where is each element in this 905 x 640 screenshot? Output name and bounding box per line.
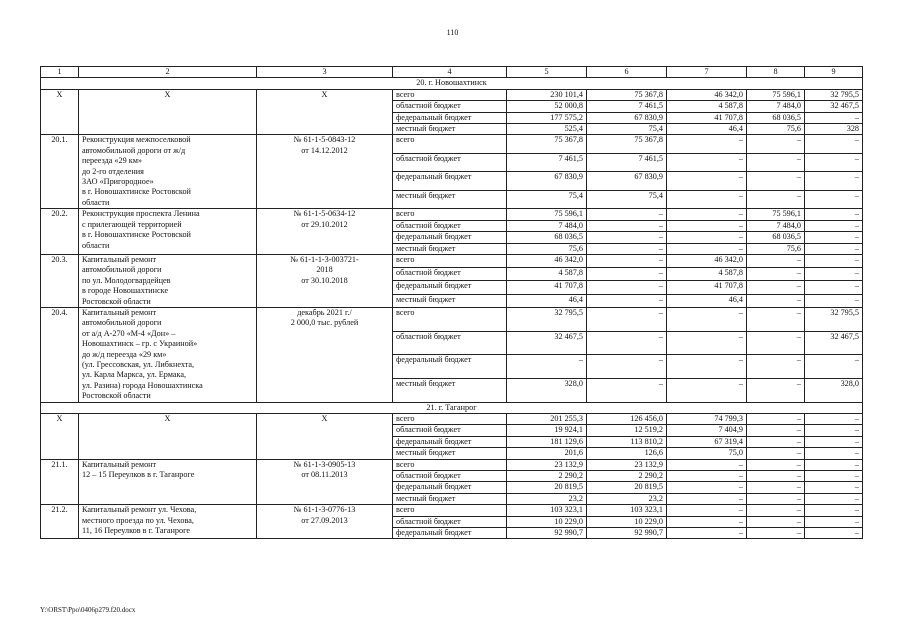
table-row [41, 209, 863, 220]
amount-cell: – [667, 220, 747, 231]
amount-cell: 2 290,2 [587, 471, 667, 482]
amount-cell: – [667, 190, 747, 208]
row-number: 20.2. [41, 209, 79, 255]
funding-source: всего [393, 135, 507, 153]
document-ref [257, 505, 393, 539]
column-header: 2 [79, 67, 257, 78]
section-title: 21. г. Таганрог [41, 402, 863, 413]
amount-cell: 75,4 [587, 124, 667, 135]
amount-cell: – [747, 425, 805, 436]
object-name [79, 459, 257, 505]
amount-cell: – [587, 254, 667, 267]
table-row [41, 135, 863, 153]
object-name-line: автомобильной дороги [82, 318, 162, 328]
amount-cell: – [747, 436, 805, 447]
amount-cell: 10 229,0 [507, 516, 587, 527]
amount-cell: – [747, 378, 805, 402]
object-name-line: по ул. Молодогвардейцев [82, 275, 171, 285]
amount-cell: 75,6 [747, 124, 805, 135]
amount-cell: 67 830,9 [587, 172, 667, 190]
amount-cell: – [747, 294, 805, 307]
amount-cell: 32 467,5 [507, 331, 587, 355]
amount-cell: 68 036,5 [747, 232, 805, 243]
object-name [79, 307, 257, 402]
funding-source: областной бюджет [393, 331, 507, 355]
amount-cell: – [747, 482, 805, 493]
amount-cell: 75,4 [507, 190, 587, 208]
amount-cell: – [667, 459, 747, 470]
row-number: 20.3. [41, 254, 79, 307]
amount-cell: – [667, 172, 747, 190]
object-name-line: Новошахтинск – гр. с Украиной» [82, 339, 198, 349]
amount-cell: 12 519,2 [587, 425, 667, 436]
funding-source: областной бюджет [393, 220, 507, 231]
table-body [41, 67, 863, 539]
document-ref-line: 2018 [316, 265, 333, 275]
amount-cell: 328,0 [805, 378, 863, 402]
object-name-line: до ж/д переезда «29 км» [82, 349, 167, 359]
document-ref-line: от 30.10.2018 [301, 275, 348, 285]
amount-cell: – [667, 355, 747, 379]
object-name-line: 12 – 15 Переулков в г. Таганроге [82, 470, 195, 480]
row-number: 21.1. [41, 459, 79, 505]
amount-cell: – [747, 528, 805, 539]
funding-source: местный бюджет [393, 493, 507, 504]
funding-source: областной бюджет [393, 153, 507, 171]
section-title: 20. г. Новошахтинск [41, 78, 863, 89]
funding-source: федеральный бюджет [393, 281, 507, 294]
amount-cell: 4 587,8 [667, 101, 747, 112]
document-ref-line: от 14.12.2012 [301, 145, 348, 155]
object-name [79, 254, 257, 307]
funding-source: федеральный бюджет [393, 112, 507, 123]
document-ref-line: Х [321, 414, 328, 423]
amount-cell: – [805, 112, 863, 123]
object-name [79, 89, 257, 135]
object-name-line: автомобильной дороги от ж/д [82, 145, 186, 155]
amount-cell: – [805, 436, 863, 447]
table-row [41, 505, 863, 516]
amount-cell: – [667, 153, 747, 171]
header-row [41, 67, 863, 78]
funding-source: местный бюджет [393, 378, 507, 402]
amount-cell: 23,2 [507, 493, 587, 504]
funding-source: всего [393, 254, 507, 267]
amount-cell: 20 819,5 [507, 482, 587, 493]
amount-cell: 10 229,0 [587, 516, 667, 527]
amount-cell: 23,2 [587, 493, 667, 504]
amount-cell: 75,4 [587, 190, 667, 208]
amount-cell: 7 484,0 [747, 101, 805, 112]
amount-cell: – [805, 459, 863, 470]
object-name-line: автомобильной дороги [82, 265, 162, 275]
amount-cell: – [667, 516, 747, 527]
object-name-line: в г. Новошахтинске Ростовской [82, 230, 191, 240]
document-ref [257, 307, 393, 402]
funding-source: федеральный бюджет [393, 232, 507, 243]
amount-cell: – [805, 243, 863, 254]
amount-cell: 75 367,8 [507, 135, 587, 153]
object-name-line: Х [164, 89, 171, 99]
amount-cell: 75,6 [507, 243, 587, 254]
amount-cell: 46 342,0 [507, 254, 587, 267]
amount-cell: – [747, 471, 805, 482]
amount-cell: 4 587,8 [667, 268, 747, 281]
amount-cell: 7 484,0 [507, 220, 587, 231]
funding-source: всего [393, 414, 507, 425]
amount-cell: 113 810,2 [587, 436, 667, 447]
amount-cell: – [805, 493, 863, 504]
document-ref-line: от 29.10.2012 [301, 219, 348, 229]
amount-cell: 75,0 [667, 448, 747, 459]
amount-cell: 46 342,0 [667, 254, 747, 267]
amount-cell: 41 707,8 [507, 281, 587, 294]
amount-cell: 68 036,5 [507, 232, 587, 243]
object-name-line: ул. Разина) города Новошахтинска [82, 380, 203, 390]
funding-source: федеральный бюджет [393, 436, 507, 447]
amount-cell: 201 255,3 [507, 414, 587, 425]
amount-cell: 32 795,5 [805, 307, 863, 331]
amount-cell: – [667, 493, 747, 504]
amount-cell: – [805, 172, 863, 190]
budget-table [40, 66, 863, 539]
amount-cell: – [587, 209, 667, 220]
funding-source: всего [393, 209, 507, 220]
object-name-line: 11, 16 Переулков в г. Таганроге [82, 526, 190, 536]
amount-cell: 7 404,9 [667, 425, 747, 436]
row-number: 20.4. [41, 307, 79, 402]
amount-cell: 201,6 [507, 448, 587, 459]
column-header: 4 [393, 67, 507, 78]
document-ref-line: от 08.11.2013 [301, 470, 348, 480]
amount-cell: 7 461,5 [587, 101, 667, 112]
amount-cell: – [747, 268, 805, 281]
amount-cell: 46,4 [667, 294, 747, 307]
amount-cell: – [747, 331, 805, 355]
amount-cell: 41 707,8 [667, 281, 747, 294]
funding-source: местный бюджет [393, 190, 507, 208]
amount-cell: 177 575,2 [507, 112, 587, 123]
amount-cell: 41 707,8 [667, 112, 747, 123]
document-ref [257, 254, 393, 307]
amount-cell: 32 795,5 [805, 89, 863, 100]
object-name-line: переезда «29 км» [82, 156, 142, 166]
amount-cell: – [667, 471, 747, 482]
amount-cell: – [667, 378, 747, 402]
row-number: Х [41, 89, 79, 135]
object-name-line: области [82, 197, 110, 207]
document-ref-line: № 61-1-1-3-003721- [290, 254, 359, 264]
column-header: 7 [667, 67, 747, 78]
object-name [79, 414, 257, 460]
amount-cell: 46,4 [507, 294, 587, 307]
amount-cell: 75 596,1 [747, 89, 805, 100]
page-number: 110 [446, 28, 459, 37]
funding-source: всего [393, 89, 507, 100]
amount-cell: – [805, 209, 863, 220]
amount-cell: – [667, 135, 747, 153]
amount-cell: – [587, 232, 667, 243]
amount-cell: 328 [805, 124, 863, 135]
amount-cell: – [747, 307, 805, 331]
amount-cell: 92 990,7 [587, 528, 667, 539]
document-ref [257, 459, 393, 505]
object-name-line: Капитальный ремонт [82, 459, 157, 469]
amount-cell: – [587, 331, 667, 355]
amount-cell: – [667, 209, 747, 220]
funding-source: федеральный бюджет [393, 482, 507, 493]
column-header: 8 [747, 67, 805, 78]
row-number: Х [41, 414, 79, 460]
section-row [41, 78, 863, 89]
object-name-line: Реконструкция проспекта Ленина [82, 209, 200, 219]
document-ref-line: декабрь 2021 г./ [297, 307, 352, 317]
amount-cell: – [805, 281, 863, 294]
amount-cell: 46,4 [667, 124, 747, 135]
amount-cell: – [805, 448, 863, 459]
row-number: 20.1. [41, 135, 79, 209]
funding-source: всего [393, 307, 507, 331]
funding-source: местный бюджет [393, 294, 507, 307]
amount-cell: – [667, 331, 747, 355]
document-ref-line: № 61-1-3-0776-13 [293, 505, 356, 515]
row-number: 21.2. [41, 505, 79, 539]
amount-cell: 68 036,5 [747, 112, 805, 123]
amount-cell: 75,6 [747, 243, 805, 254]
amount-cell: – [747, 254, 805, 267]
amount-cell: – [805, 268, 863, 281]
amount-cell: – [747, 414, 805, 425]
amount-cell: – [805, 528, 863, 539]
table-row [41, 414, 863, 425]
amount-cell: – [667, 307, 747, 331]
funding-source: федеральный бюджет [393, 355, 507, 379]
footer-file-path: Y:\ORST\Ppo\0406p279.f20.docx [40, 606, 136, 614]
amount-cell: – [805, 471, 863, 482]
object-name-line: Капитальный ремонт [82, 307, 157, 317]
funding-source: всего [393, 505, 507, 516]
object-name-line: в городе Новошахтинске [82, 286, 169, 296]
document-ref [257, 209, 393, 255]
amount-cell: 23 132,9 [587, 459, 667, 470]
column-header: 6 [587, 67, 667, 78]
amount-cell: – [587, 294, 667, 307]
object-name-line: местного проезда по ул. Чехова, [82, 515, 194, 525]
object-name-line: Ростовской области [82, 296, 151, 306]
object-name [79, 505, 257, 539]
amount-cell: 4 587,8 [507, 268, 587, 281]
amount-cell: 75 367,8 [587, 135, 667, 153]
amount-cell: – [805, 294, 863, 307]
column-header: 1 [41, 67, 79, 78]
document-ref-line: Х [321, 89, 328, 99]
amount-cell: – [747, 493, 805, 504]
amount-cell: – [805, 355, 863, 379]
object-name-line: от а/д А-270 «М-4 «Дон» – [82, 328, 176, 338]
amount-cell: – [747, 505, 805, 516]
amount-cell: 525,4 [507, 124, 587, 135]
object-name-line: Реконструкция межпоселковой [82, 135, 191, 145]
object-name-line: с прилегающей территорией [82, 219, 182, 229]
amount-cell: – [667, 528, 747, 539]
funding-source: местный бюджет [393, 124, 507, 135]
table-row [41, 89, 863, 100]
amount-cell: – [747, 153, 805, 171]
amount-cell: – [587, 268, 667, 281]
amount-cell: 19 924,1 [507, 425, 587, 436]
amount-cell: 67 319,4 [667, 436, 747, 447]
amount-cell: 103 323,1 [507, 505, 587, 516]
amount-cell: – [587, 378, 667, 402]
document-ref-line: № 61-1-3-0905-13 [293, 459, 356, 469]
amount-cell: – [667, 505, 747, 516]
table-row [41, 459, 863, 470]
amount-cell: – [587, 243, 667, 254]
object-name-line: ЗАО «Пригородное» [82, 177, 154, 187]
object-name-line: Капитальный ремонт ул. Чехова, [82, 505, 197, 515]
amount-cell: 328,0 [507, 378, 587, 402]
amount-cell: – [805, 425, 863, 436]
amount-cell: 75 596,1 [507, 209, 587, 220]
column-header: 5 [507, 67, 587, 78]
amount-cell: – [587, 355, 667, 379]
amount-cell: – [747, 172, 805, 190]
funding-source: всего [393, 459, 507, 470]
column-header: 9 [805, 67, 863, 78]
amount-cell: – [747, 448, 805, 459]
amount-cell: 126 456,0 [587, 414, 667, 425]
amount-cell: – [805, 505, 863, 516]
funding-source: федеральный бюджет [393, 172, 507, 190]
document-ref-line: № 61-1-5-0843-12 [293, 135, 356, 145]
amount-cell: 75 596,1 [747, 209, 805, 220]
amount-cell: 2 290,2 [507, 471, 587, 482]
amount-cell: 74 799,3 [667, 414, 747, 425]
object-name [79, 135, 257, 209]
amount-cell: 7 484,0 [747, 220, 805, 231]
amount-cell: 67 830,9 [507, 172, 587, 190]
document-ref [257, 414, 393, 460]
document-ref-line: от 27.09.2013 [301, 515, 348, 525]
funding-source: местный бюджет [393, 243, 507, 254]
amount-cell: 52 000,8 [507, 101, 587, 112]
amount-cell: – [587, 281, 667, 294]
funding-source: местный бюджет [393, 448, 507, 459]
amount-cell: – [805, 135, 863, 153]
amount-cell: – [747, 355, 805, 379]
object-name-line: ул. Карла Маркса, ул. Ермака, [82, 370, 187, 380]
amount-cell: – [805, 482, 863, 493]
amount-cell: – [805, 516, 863, 527]
amount-cell: – [667, 243, 747, 254]
amount-cell: 32 467,5 [805, 331, 863, 355]
amount-cell: – [667, 482, 747, 493]
amount-cell: – [587, 307, 667, 331]
funding-source: федеральный бюджет [393, 528, 507, 539]
object-name-line: до 2-го отделения [82, 166, 144, 176]
amount-cell: – [805, 153, 863, 171]
amount-cell: – [507, 355, 587, 379]
object-name-line: области [82, 240, 110, 250]
amount-cell: – [667, 232, 747, 243]
column-header: 3 [257, 67, 393, 78]
amount-cell: 126,6 [587, 448, 667, 459]
funding-source: областной бюджет [393, 471, 507, 482]
amount-cell: – [805, 190, 863, 208]
amount-cell: – [805, 414, 863, 425]
amount-cell: 92 990,7 [507, 528, 587, 539]
amount-cell: – [747, 459, 805, 470]
table-row [41, 254, 863, 267]
amount-cell: 46 342,0 [667, 89, 747, 100]
amount-cell: 20 819,5 [587, 482, 667, 493]
amount-cell: – [747, 281, 805, 294]
amount-cell: 32 467,5 [805, 101, 863, 112]
amount-cell: 7 461,5 [507, 153, 587, 171]
section-row [41, 402, 863, 413]
amount-cell: – [805, 220, 863, 231]
object-name-line: в г. Новошахтинске Ростовской [82, 187, 191, 197]
amount-cell: 32 795,5 [507, 307, 587, 331]
object-name [79, 209, 257, 255]
document-ref-line: № 61-1-5-0634-12 [293, 209, 356, 219]
object-name-line: Х [164, 414, 171, 423]
amount-cell: – [747, 190, 805, 208]
funding-source: областной бюджет [393, 425, 507, 436]
amount-cell: 181 129,6 [507, 436, 587, 447]
amount-cell: 67 830,9 [587, 112, 667, 123]
object-name-line: (ул. Грессовская, ул. Либкнехта, [82, 359, 195, 369]
funding-source: областной бюджет [393, 268, 507, 281]
amount-cell: 230 101,4 [507, 89, 587, 100]
amount-cell: 75 367,8 [587, 89, 667, 100]
amount-cell: 23 132,9 [507, 459, 587, 470]
object-name-line: Ростовской области [82, 391, 151, 401]
amount-cell: – [747, 135, 805, 153]
document-ref [257, 89, 393, 135]
amount-cell: – [805, 232, 863, 243]
amount-cell: – [747, 516, 805, 527]
amount-cell: 103 323,1 [587, 505, 667, 516]
document-ref-line: 2 000,0 тыс. рублей [290, 318, 359, 328]
funding-source: областной бюджет [393, 101, 507, 112]
amount-cell: 7 461,5 [587, 153, 667, 171]
funding-source: областной бюджет [393, 516, 507, 527]
table-row [41, 307, 863, 331]
amount-cell: – [805, 254, 863, 267]
object-name-line: Капитальный ремонт [82, 254, 157, 264]
document-ref [257, 135, 393, 209]
amount-cell: – [587, 220, 667, 231]
